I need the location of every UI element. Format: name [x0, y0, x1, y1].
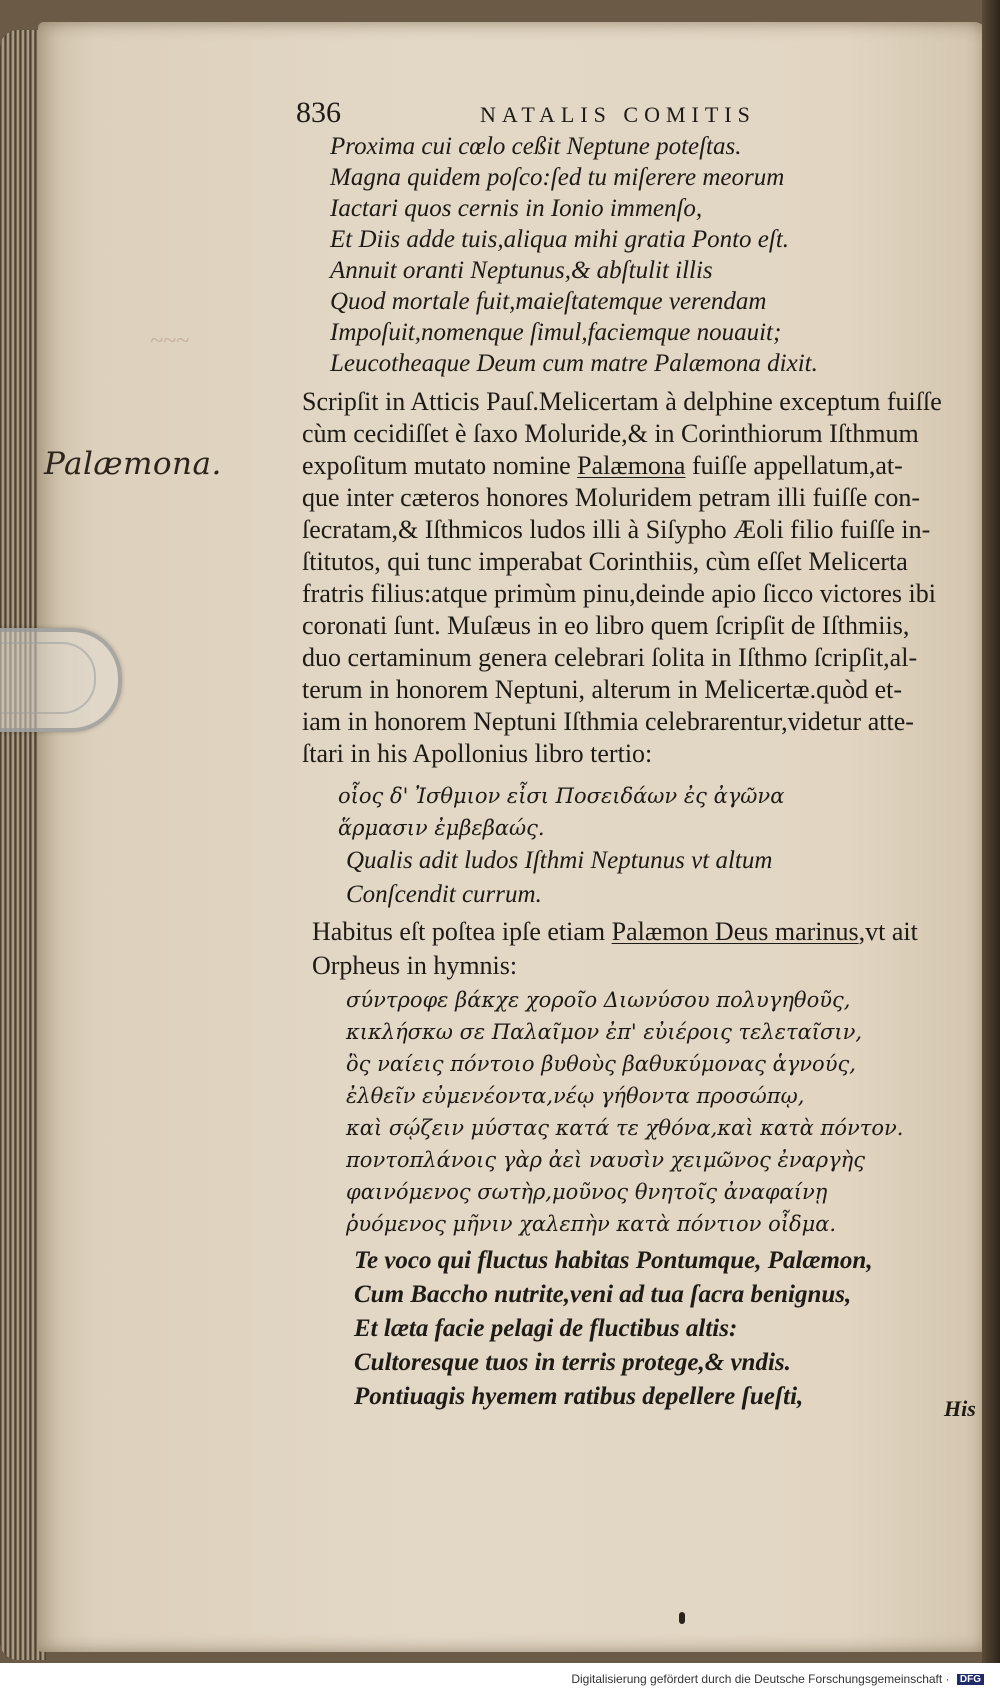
prose-text: ſtari in his Apollonius libro tertio: — [302, 739, 653, 768]
verse-line: Magna quidem poſco:ſed tu miſerere meorum — [330, 164, 785, 191]
greek-hymn-line: ὃς ναίεις πόντοιο βυθοὺς βαθυκύμονας ἁγνούς, — [346, 1052, 856, 1076]
greek-hymn-line: φαινόμενος σωτὴρ,μοῦνος θνητοῖς ἀναφαίνῃ — [346, 1180, 828, 1204]
prose-line — [312, 916, 918, 948]
running-head — [296, 96, 826, 136]
page-clip-inner — [2, 642, 96, 714]
signature-mark — [679, 1612, 685, 1624]
verse-line: Iactari quos cernis in Ionio immenſo, — [330, 195, 703, 222]
verse-line: Impoſuit,nomenque ſimul,faciemque nouauit; — [330, 319, 782, 346]
prose-text: ,vt ait — [858, 917, 918, 946]
catchword: His — [944, 1396, 976, 1421]
prose-text: cùm cecidiſſet è ſaxo Moluride,& in Corinthiorum Iſthmum — [302, 419, 919, 448]
prose-text: Orpheus in hymnis: — [312, 951, 518, 980]
verse-line: Quod mortale fuit,maieſtatemque verendam — [330, 288, 767, 315]
prose-text: coronati ſunt. Muſæus in eo libro quem ſcripſit de Iſthmiis, — [302, 611, 910, 640]
greek-hymn-line: κικλήσκω σε Παλαῖμον ἐπ' εὐιέροις τελεταῖσιν, — [346, 1020, 863, 1044]
greek-verse-line: οἷος δ' Ἰσθμιον εἶσι Ποσειδάων ἐς ἀγῶνα — [338, 784, 785, 808]
translation-line: Conſcendit currum. — [346, 881, 542, 908]
page-number: 836 — [296, 96, 341, 129]
prose-line — [302, 418, 919, 450]
prose-line — [302, 738, 652, 770]
translation-line: Cultoresque tuos in terris protege,& vndis. — [354, 1349, 791, 1376]
prose-text: ſtitutos, qui tunc imperabat Corinthiis, cùm eſſet Melicerta — [302, 547, 908, 576]
greek-hymn-line: σύντροφε βάκχε χοροῖο Διωνύσου πολυγηθοῦς, — [346, 988, 851, 1012]
underlined-name: Palæmona — [577, 451, 686, 480]
prose-text: Habitus eſt poſtea ipſe etiam — [312, 917, 612, 946]
gutter-shadow — [982, 0, 1000, 1693]
prose-text: Scripſit in Atticis Pauſ.Melicertam à delphine exceptum fuiſſe — [302, 387, 942, 416]
footer-bar — [0, 1663, 1000, 1693]
prose-text: expoſitum mutato nomine — [302, 451, 578, 480]
faint-offset-mark: ~~~ — [150, 328, 189, 354]
verse-line: Et Diis adde tuis,aliqua mihi gratia Ponto eſt. — [330, 226, 790, 253]
translation-line: Et læta facie pelagi de fluctibus altis: — [354, 1315, 738, 1342]
page-clip — [0, 628, 122, 732]
prose-line — [302, 482, 920, 514]
prose-line — [302, 578, 936, 610]
prose-line — [302, 386, 942, 418]
prose-line — [302, 546, 908, 578]
prose-line — [302, 610, 909, 642]
prose-line — [302, 674, 902, 706]
greek-hymn-line: ἐλθεῖν εὐμενέοντα,νέῳ γήθοντα προσώπῳ, — [346, 1084, 805, 1108]
verse-line: Proxima cui cœlo ceßit Neptune poteſtas. — [330, 133, 742, 160]
prose-text: duo certaminum genera celebrari ſolita in Iſthmo ſcripſit,al- — [302, 643, 918, 672]
prose-line — [302, 642, 917, 674]
prose-line — [312, 950, 517, 982]
prose-text: iam in honorem Neptuni Iſthmia celebrarentur,videtur atte- — [302, 707, 914, 736]
credit-text: Digitalisierung gefördert durch die Deutsche Forschungsgemeinschaft · — [571, 1672, 950, 1686]
prose-line — [302, 514, 930, 546]
translation-line: Pontiuagis hyemem ratibus depellere ſueſti, — [354, 1383, 804, 1410]
prose-text: fratris filius:atque primùm pinu,deinde apio ſicco victores ibi — [302, 579, 936, 608]
greek-verse-line: ἅρμασιν ἐμβεβαώς. — [338, 816, 545, 840]
greek-hymn-line: ποντοπλάνοις γὰρ ἀεὶ ναυσὶν χειμῶνος ἐναργὴς — [346, 1148, 865, 1172]
prose-text: terum in honorem Neptuni, alterum in Melicertæ.quòd et- — [302, 675, 903, 704]
translation-line: Cum Baccho nutrite,veni ad tua ſacra benignus, — [354, 1281, 852, 1308]
greek-hymn-line: καὶ σῴζειν μύστας κατά τε χθόνα,καὶ κατὰ πόντον. — [346, 1116, 904, 1140]
prose-line — [302, 706, 914, 738]
translation-line: Te voco qui fluctus habitas Pontumque, Palæmon, — [354, 1247, 873, 1274]
margin-note: Palæmona. — [44, 446, 222, 482]
prose-text: ſecratam,& Iſthmicos ludos illi à Siſypho Æoli filio fuiſſe in- — [302, 515, 931, 544]
underlined-name: Palæmon Deus marinus — [611, 917, 859, 946]
prose-line — [302, 450, 903, 482]
digitization-credit — [571, 1672, 984, 1686]
running-title: NATALIS COMITIS — [480, 102, 756, 127]
greek-hymn-line: ῥυόμενος μῆνιν χαλεπὴν κατὰ πόντιον οἶδμα. — [346, 1212, 837, 1236]
prose-text: que inter cæteros honores Moluridem petram illi fuiſſe con- — [302, 483, 921, 512]
verse-line: Annuit oranti Neptunus,& abſtulit illis — [330, 257, 713, 284]
prose-text: fuiſſe appellatum,at- — [685, 451, 903, 480]
translation-line: Qualis adit ludos Iſthmi Neptunus vt altum — [346, 847, 773, 874]
dfg-logo: DFG — [957, 1674, 984, 1685]
verse-line: Leucotheaque Deum cum matre Palæmona dixit. — [330, 350, 818, 377]
